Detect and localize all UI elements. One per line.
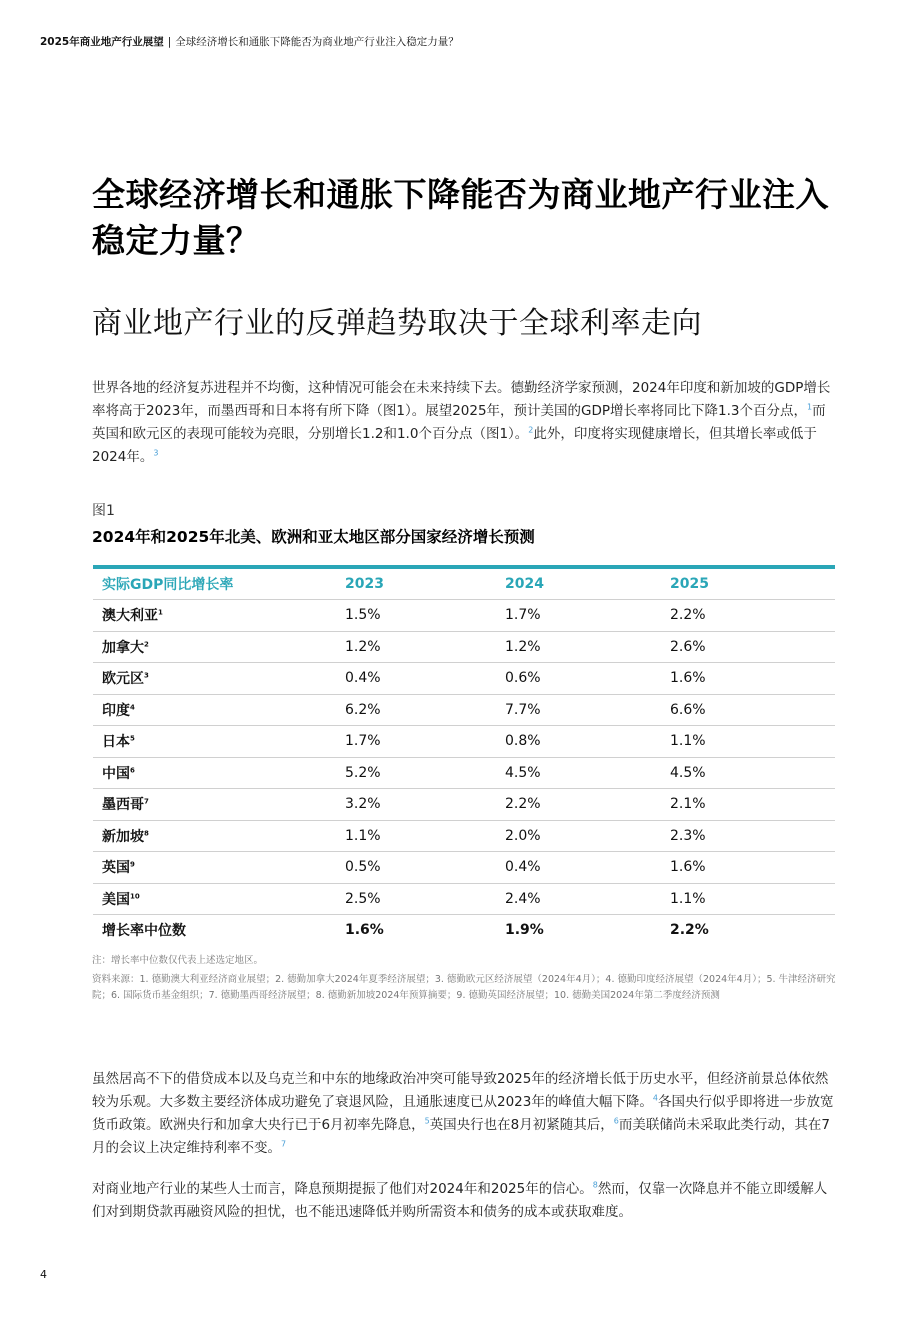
median-2024: 1.9% <box>505 922 544 939</box>
footnote-ref-6[interactable]: 6 <box>613 1116 619 1126</box>
figure-title: 2024年和2025年北美、欧洲和亚太地区部分国家经济增长预测 <box>92 528 535 546</box>
value-cell: 1.6% <box>670 859 706 876</box>
table-header-row <box>93 569 835 600</box>
country-footnote: 1 <box>158 608 163 617</box>
country-name: 美国 <box>102 891 130 908</box>
gdp-growth-table <box>93 565 835 946</box>
table-row <box>93 758 835 790</box>
para2-text-d: 而美联储尚未采取此类行动，其在7月的会议上决定维持利率不变。 <box>92 1117 830 1156</box>
value-cell: 1.1% <box>670 733 706 750</box>
header-cell: 2024 <box>505 576 544 592</box>
page-number: 4 <box>40 1268 47 1281</box>
value-cell: 2.1% <box>670 796 706 813</box>
footnote-ref-2[interactable]: 2 <box>528 425 534 435</box>
value-cell: 1.1% <box>670 890 706 907</box>
value-cell: 5.2% <box>345 764 381 781</box>
table-row <box>93 632 835 664</box>
country-footnote: 2 <box>144 640 149 649</box>
value-cell: 4.5% <box>670 764 706 781</box>
median-label: 增长率中位数 <box>102 923 186 940</box>
value-cell: 2.2% <box>670 607 706 624</box>
header-cell: 2025 <box>670 576 709 592</box>
footnote-ref-5[interactable]: 5 <box>424 1116 430 1126</box>
country-name: 澳大利亚 <box>102 608 158 625</box>
country-name: 墨西哥 <box>102 797 144 814</box>
country-name: 印度 <box>102 702 130 719</box>
country-cell <box>93 763 345 783</box>
country-name: 新加坡 <box>102 828 144 845</box>
page-title: 全球经济增长和通胀下降能否为商业地产行业注入稳定力量？ <box>92 175 829 260</box>
running-header <box>40 34 459 49</box>
country-footnote: 6 <box>130 766 135 775</box>
value-cell: 0.4% <box>505 859 541 876</box>
header-cell: 实际GDP同比增长率 <box>102 577 234 593</box>
value-cell: 6.6% <box>670 701 706 718</box>
value-cell: 2.4% <box>505 890 541 907</box>
country-cell <box>93 668 345 688</box>
value-cell: 0.6% <box>505 670 541 687</box>
country-cell <box>93 857 345 877</box>
table-row <box>93 695 835 727</box>
header-report-title: 2025年商业地产行业展望 <box>40 36 164 48</box>
value-cell: 7.7% <box>505 701 541 718</box>
footnote-ref-1[interactable]: 1 <box>807 402 813 412</box>
country-cell <box>93 605 345 625</box>
para3-text-a: 对商业地产行业的某些人士而言，降息预期提振了他们对2024年和2025年的信心。 <box>92 1181 593 1197</box>
country-cell <box>93 794 345 814</box>
value-cell: 2.2% <box>505 796 541 813</box>
value-cell: 1.6% <box>670 670 706 687</box>
value-cell: 1.5% <box>345 607 381 624</box>
table-sources: 资料来源：1. 德勤澳大利亚经济商业展望；2. 德勤加拿大2024年夏季经济展望；3. 德勤欧元区经济展望（2024年4月）；4. 德勤印度经济展望（2024年4月）；5. 牛津经济研究院；6. 国际货币基金组织；7. 德勤墨西哥经济展望；8. 德勤新加坡2024年预算摘要；9. 德勤英国经济展望；10. 德勤美国2024年第二季度经济预测 <box>92 974 836 1001</box>
country-footnote: 10 <box>130 892 140 901</box>
median-2023: 1.6% <box>345 922 384 939</box>
para1-text-a: 世界各地的经济复苏进程并不均衡，这种情况可能会在未来持续下去。德勤经济学家预测，2024年印度和新加坡的GDP增长率将高于2023年，而墨西哥和日本将有所下降（图1）。展望2025年，预计美国的GDP增长率将同比下降1.3个百分点， <box>92 380 831 419</box>
median-2025: 2.2% <box>670 922 709 939</box>
country-footnote: 8 <box>144 829 149 838</box>
table-row <box>93 852 835 884</box>
table-row <box>93 726 835 758</box>
footnote-ref-8[interactable]: 8 <box>592 1180 598 1190</box>
body-paragraph-3 <box>92 1178 834 1224</box>
country-footnote: 4 <box>130 703 135 712</box>
para2-text-c: 英国央行也在8月初紧随其后， <box>429 1117 614 1133</box>
table-row <box>93 600 835 632</box>
table-note: 注：增长率中位数仅代表上述选定地区。 <box>92 955 264 966</box>
para2-text-a: 虽然居高不下的借贷成本以及乌克兰和中东的地缘政治冲突可能导致2025年的经济增长低于历史水平，但经济前景总体依然较为乐观。大多数主要经济体成功避免了衰退风险，且通胀速度已从2023年的峰值大幅下降。 <box>92 1071 829 1110</box>
table-row <box>93 789 835 821</box>
country-cell <box>93 731 345 751</box>
value-cell: 3.2% <box>345 796 381 813</box>
country-footnote: 7 <box>144 797 149 806</box>
para2-text-b: 各国央行似乎即将进一步放宽货币政策。欧洲央行和加拿大央行已于6月初率先降息， <box>92 1094 834 1133</box>
country-footnote: 5 <box>130 734 135 743</box>
country-cell <box>93 826 345 846</box>
value-cell: 2.3% <box>670 827 706 844</box>
value-cell: 1.1% <box>345 827 381 844</box>
value-cell: 1.2% <box>345 638 381 655</box>
value-cell: 2.6% <box>670 638 706 655</box>
country-name: 加拿大 <box>102 639 144 656</box>
table-row <box>93 663 835 695</box>
value-cell: 2.5% <box>345 890 381 907</box>
footnote-ref-4[interactable]: 4 <box>652 1093 658 1103</box>
page-subtitle: 商业地产行业的反弹趋势取决于全球利率走向 <box>92 306 702 341</box>
value-cell: 0.8% <box>505 733 541 750</box>
value-cell: 6.2% <box>345 701 381 718</box>
value-cell: 4.5% <box>505 764 541 781</box>
country-cell <box>93 637 345 657</box>
value-cell: 1.7% <box>345 733 381 750</box>
value-cell: 0.5% <box>345 859 381 876</box>
header-cell: 2023 <box>345 576 384 592</box>
country-footnote: 3 <box>144 671 149 680</box>
para1-text-b: 而英国和欧元区的表现可能较为亮眼，分别增长1.2和1.0个百分点（图1）。 <box>92 403 826 442</box>
value-cell: 0.4% <box>345 670 381 687</box>
para1-text-c: 此外，印度将实现健康增长，但其增长率或低于2024年。 <box>92 426 817 465</box>
value-cell: 1.7% <box>505 607 541 624</box>
country-footnote: 9 <box>130 860 135 869</box>
country-name: 日本 <box>102 734 130 751</box>
body-paragraph-2 <box>92 1068 834 1160</box>
value-cell: 2.0% <box>505 827 541 844</box>
value-cell: 1.2% <box>505 638 541 655</box>
country-cell <box>93 700 345 720</box>
table-row <box>93 884 835 916</box>
country-name: 欧元区 <box>102 671 144 688</box>
para3-text-b: 然而，仅靠一次降息并不能立即缓解人们对到期贷款再融资风险的担忧，也不能迅速降低并购所需资本和债务的成本或获取难度。 <box>92 1181 828 1220</box>
country-name: 英国 <box>102 860 130 877</box>
footnote-ref-3[interactable]: 3 <box>153 448 159 458</box>
header-section-title: 全球经济增长和通胀下降能否为商业地产行业注入稳定力量？ <box>175 36 459 48</box>
intro-paragraph <box>92 377 834 469</box>
median-row <box>93 915 835 946</box>
footnote-ref-7[interactable]: 7 <box>281 1139 287 1149</box>
country-name: 中国 <box>102 765 130 782</box>
table-row <box>93 821 835 853</box>
header-separator: | <box>167 36 172 48</box>
figure-label: 图1 <box>92 503 115 519</box>
country-cell <box>93 889 345 909</box>
